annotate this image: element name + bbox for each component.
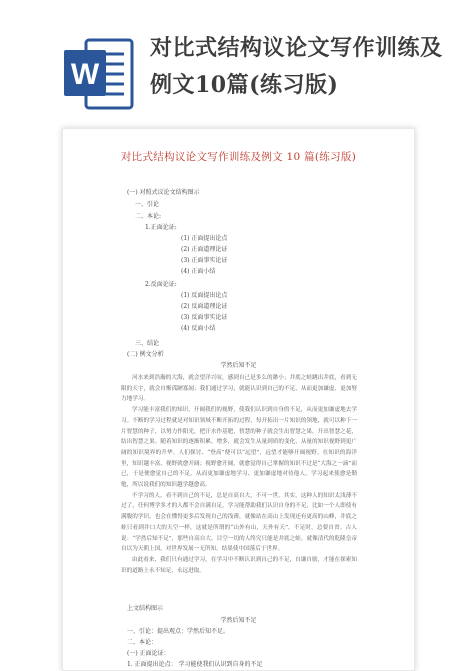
word-letter: W: [70, 58, 100, 91]
outline-positive-item: (2) 正面道理论证: [181, 246, 228, 253]
essay-title: 学然后知不足: [220, 362, 257, 369]
word-document-icon: [62, 38, 134, 110]
structure-positive-item: 1. 正面提出论点： 学习能使我们认识到自身的不足: [127, 661, 263, 668]
structure-positive-heading: (一) 正面论证：: [127, 650, 170, 657]
outline-intro: 一、引论: [135, 201, 160, 208]
outline-heading: (一) 对照式议论文结构图示: [127, 189, 200, 196]
structure-intro: 一、引论：提出观点：学然后知不足。: [127, 628, 230, 635]
page-header: [0, 0, 474, 112]
page-title-line-1: 对比式结构议论文写作训练及: [150, 35, 443, 61]
outline-body: 二、本论:: [135, 213, 162, 220]
outline-positive-item: (1) 正面提出论点: [181, 235, 228, 242]
essay-paragraph: 不学习的人，看不到自己的不足，总是自高自大，不可一世。其实，这种人的知识太浅薄不过了，任何博学多才的人都不会自满自足。学习能帮助我们认识自身的不足，比如一个人即使有满腹的学识，也会在懂得更多后发现自己的浅薄，就像站在高山上发现还有更高的山峰，井底之蛙只看到井口大的天空一样，这就是所谓的“山外有山，天外有天”。不足时，总要自省。古人说：“学然后知不足”，那些自高自大、目空一切的人终究只能是井底之蛙。就像清代的乾隆皇帝自以为天朝上国，对世界发展一无所知，结果使中国落后于世界。: [121, 492, 357, 553]
outline-positive-heading: 1.正面论证:: [145, 224, 177, 231]
structure-title: 学然后知不足: [220, 617, 257, 624]
outline-negative-item: (1) 反面提出论点: [181, 292, 228, 299]
structure-heading: 上文结构图示: [127, 605, 164, 612]
page-title-line-2: 例文10篇(练习版): [150, 72, 339, 98]
essay-paragraph: 学习能丰富我们的知识，开阔我们的视野，使我们认识到自身的不足，从而更加谦虚地去学习。不断的学习过程就是对知识领域不断开拓的过程，每开拓出一片知识的领地，就可以种下一片智慧的种子，以努力作阳光，把汗水作基肥，智慧的种子就会生出智慧之果，开出智慧之花，结出智慧之果。随着知识的逐渐积累、增多，就会发生从量到质的变化，从量的知识视野到更广阔的知识境界的升华。人们探讨、“登高”便可以“远望”，远望才能够开阔视野。在知识的海洋里，知识越丰富，视野就愈开阔；视野愈开阔，就愈觉得自己掌握的知识不过是“大海之一滴”而已，于是便愈觉自己的不足，从而更加谦虚地学习、更加谦虚地对待他人。学习起来使愈是勤勉，所以说我们的知识越学越愈高。: [121, 407, 357, 489]
outline-positive-item: (4) 正面小结: [181, 268, 216, 275]
outline-negative-item: (2) 反面道理论证: [181, 303, 228, 310]
page-title: [150, 30, 468, 104]
essay-paragraph: 由此看来，我们只有通过学习，在学习中不断认识到自己的不足，自谦自励，才能在探索知识的道路上永不知足，永远进取。: [121, 556, 357, 574]
document-preview: [62, 128, 415, 671]
outline-conclusion: 三、结论: [135, 340, 160, 347]
outline-positive-item: (3) 正面事实论证: [181, 257, 228, 264]
outline-negative-item: (4) 反面小结: [181, 325, 216, 332]
outline-negative-item: (3) 反面事实论证: [181, 314, 228, 321]
essay-paragraph: 河水来到浩瀚的大海，就会望洋兴叹，感到自己是多么的渺小；井底之蛙跳出井底，看到无限的天宇，就会自惭孤陋寡闻；我们通过学习，就能认识到自己的不足，从而更加谦虚、更加努力地学习。: [121, 375, 357, 403]
essay-body: [121, 373, 357, 576]
outline-negative-heading: 2.反面论证:: [145, 281, 177, 288]
example-heading: (二) 例文分析: [127, 351, 164, 358]
structure-body: 二、本论：: [127, 639, 158, 646]
document-title: 对比式结构议论文写作训练及例文 10 篇(练习版): [120, 151, 357, 163]
